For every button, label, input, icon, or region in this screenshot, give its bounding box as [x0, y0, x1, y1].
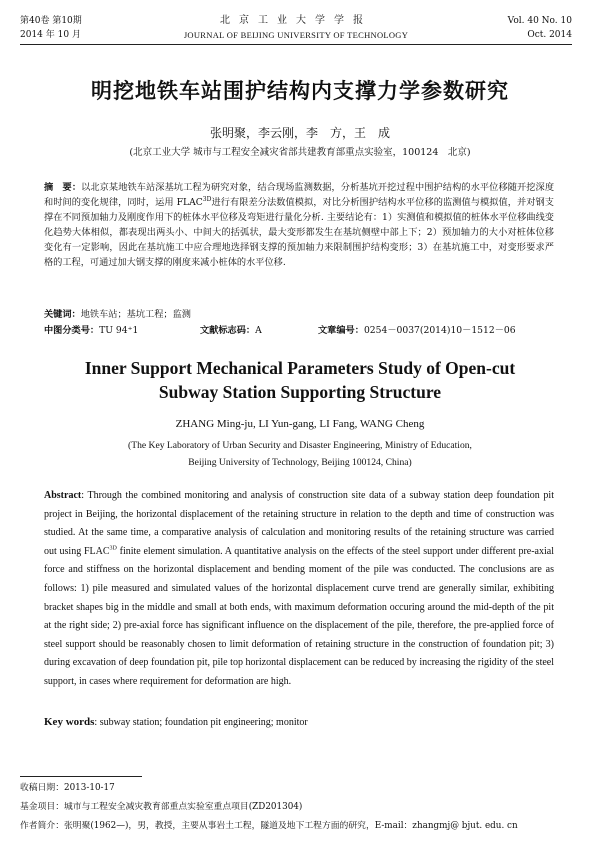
footnote-rule	[20, 776, 142, 777]
journal-name-en: JOURNAL OF BEIJING UNIVERSITY OF TECHNOLOGY	[183, 30, 409, 40]
paper-title-en	[0, 356, 600, 404]
article-number-label: 文章编号：	[318, 325, 364, 336]
header-right	[432, 14, 572, 42]
abstract-cn-sup: 3D	[202, 195, 212, 203]
affiliation-cn: (北京工业大学 城市与工程安全减灾省部共建教育部重点实验室，100124 北京)	[129, 147, 471, 158]
abstract-en-body-b: finite element simulation. A quantitative analysis on the effects of the steel support under different pre-axial force and stiffness on the horizontal displacement and bending moment of the pile was conducted. The conclusions are as follows: 1) pile measured and simulated values of the horizontal displacement curve trend are generally similar, exhibiting bracket shapes big in the middle and small at both ends, with maximum deformation occuring around the mid-depth of the pit at the right side; 2) pre-axial force has significant influence on the displacement of the pile, therefore, the pre-applied force of steel support should be reasonably chosen to limit deformation of retaining structure in the construction of foundation pit; 3) during excavation of deep foundation pit, pile top horizontal displacement can be reduced by increasing the rigidity of the steel support, in cases where requirement for deformation are high.	[44, 545, 554, 687]
keywords-cn	[44, 306, 191, 320]
affiliation-en-line1: (The Key Laboratory of Urban Security and Disaster Engineering, Ministry of Education,	[128, 440, 472, 451]
volume-issue-cn: 第40卷 第10期	[20, 16, 82, 26]
keywords-cn-value: 地铁车站；基坑工程；监测	[80, 309, 191, 320]
article-number	[318, 322, 516, 336]
date-en: Oct. 2014	[527, 30, 572, 40]
keywords-en-label: Key words	[44, 716, 95, 728]
volume-issue-en: Vol. 40 No. 10	[507, 16, 572, 26]
keywords-en	[44, 716, 308, 728]
keywords-en-value: : subway station; foundation pit engineering; monitor	[94, 717, 308, 728]
abstract-en-sup: 3D	[109, 545, 117, 552]
footnote-fund: 基金项目：城市与工程安全减灾教育部重点实验室重点项目(ZD201304)	[20, 802, 303, 812]
affiliation-en-line2: Beijing University of Technology, Beijing 100124, China)	[188, 457, 412, 468]
abstract-cn-label: 摘 要：	[44, 182, 82, 193]
abstract-en-label: Abstract	[44, 490, 82, 501]
authors-en: ZHANG Ming-ju, LI Yun-gang, LI Fang, WANG Cheng	[175, 418, 425, 430]
doc-code-value: A	[255, 325, 262, 336]
authors-cn: 张明聚，李云刚，李 方，王 成	[209, 126, 390, 140]
paper-title-en-line2: Subway Station Supporting Structure	[158, 382, 442, 402]
clc-value: TU 94⁺1	[99, 325, 139, 336]
abstract-en-body-a: : Through the combined monitoring and analysis of construction site data of a subway station deep foundation pit project in Beijing, the horizontal displacement of the retaining structure in relation to the depth and time of construction was studied. At the same time, a comparative analysis of calculation and monitoring results of the retaining structure was carried out using FLAC	[44, 490, 554, 557]
header-left	[20, 14, 160, 42]
article-number-value: 0254－0037(2014)10－1512－06	[363, 325, 516, 336]
running-header	[20, 14, 572, 44]
date-cn: 2014 年 10 月	[20, 30, 81, 40]
paper-title-cn: 明挖地铁车站围护结构内支撑力学参数研究	[91, 79, 509, 103]
document-code	[200, 322, 262, 336]
doc-code-label: 文献标志码：	[200, 325, 256, 336]
abstract-en	[44, 487, 554, 692]
footnote-author: 作者简介：张明聚(1962—)，男，教授，主要从事岩土工程，隧道及地下工程方面的研究，E-mail：zhangmj@ bjut. edu. cn	[20, 821, 518, 831]
header-center	[170, 14, 422, 42]
abstract-cn	[44, 180, 554, 270]
clc-label: 中图分类号：	[44, 325, 100, 336]
clc-number	[44, 322, 138, 336]
journal-name-cn: 北京工业大学学报	[220, 15, 372, 26]
keywords-cn-label: 关键词：	[44, 309, 81, 320]
footnote-received: 收稿日期：2013-10-17	[20, 783, 115, 793]
abstract-cn-body-a: 以北京某地铁车站深基坑工程为研究对象，结合现场监测数据，分析基坑开挖过程中围护结构的水平位移随开挖深度和时间的变化规律，同时，运用 FLAC	[44, 182, 555, 208]
header-rule	[20, 44, 572, 45]
affiliation-en	[0, 437, 600, 471]
abstract-cn-body-b: 进行有限差分法数值模拟，对比分析围护结构水平位移的监测值与模拟值，并对钢支撑在不同预加轴力及刚度作用下的桩体水平位移及弯矩进行量化分析. 主要结论有：1）实测值和模拟值的桩体水平位移曲线变化趋势大体相似，都表现出两头小、中间大的括弧状，最大变形都发生在基坑侧壁中部上下；2）预加轴力的大小对桩体位移变化有一定影响，因此在基坑施工中应合理地选择钢支撑的预加轴力来限制围护结构变形；3）在基坑施工中，对变形要求严格的工程，可通过加大钢支撑的刚度来减小桩体的水平位移.	[44, 197, 554, 268]
paper-title-en-line1: Inner Support Mechanical Parameters Study of Open-cut	[84, 358, 516, 378]
